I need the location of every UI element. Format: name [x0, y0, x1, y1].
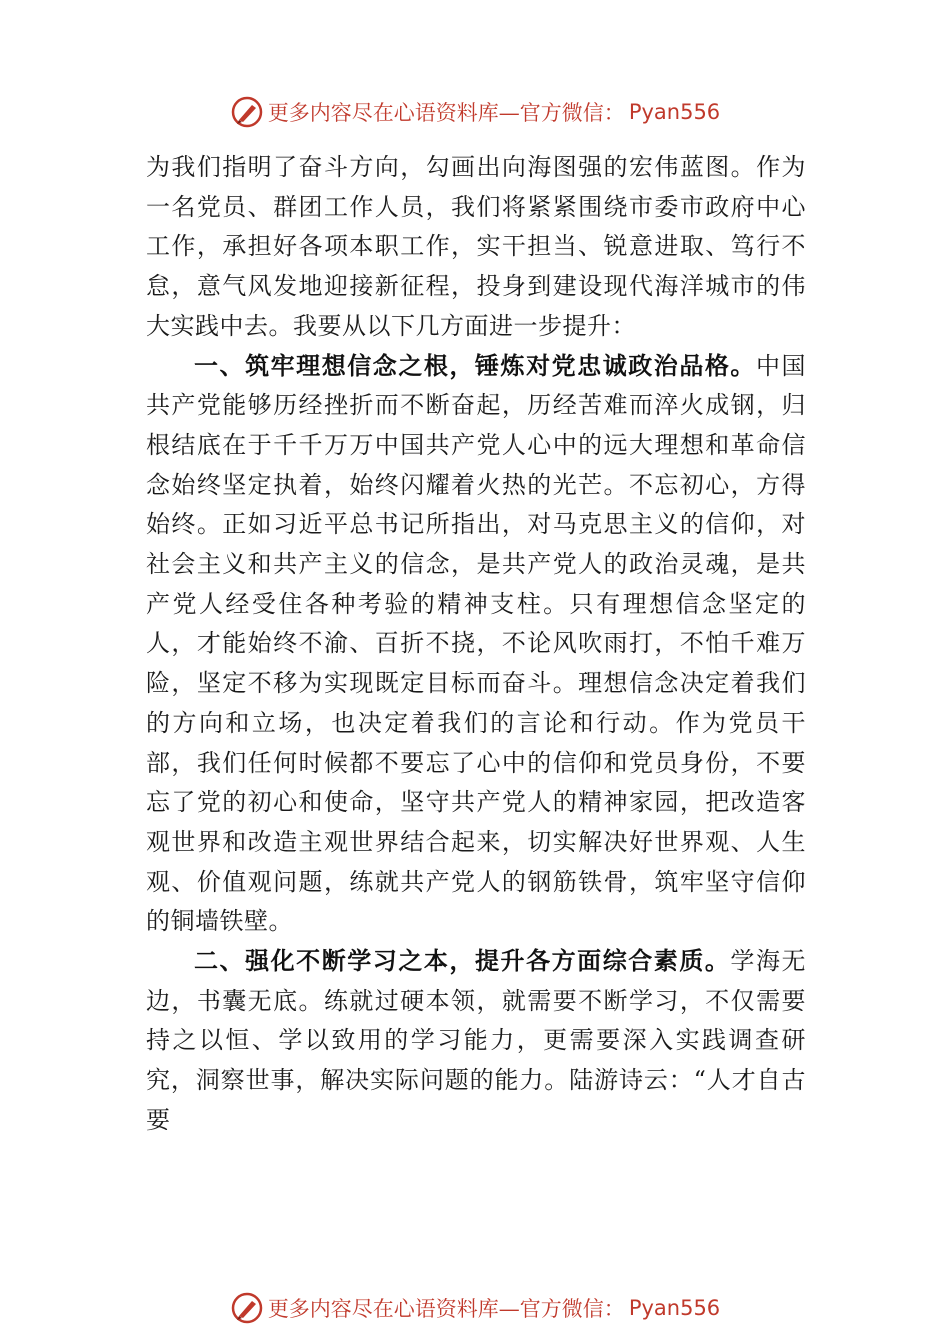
section-2-heading: 二、强化不断学习之本，提升各方面综合素质。: [194, 947, 731, 976]
section-1-text: 中国共产党能够历经挫折而不断奋起，历经苦难而淬火成钢，归根结底在于千千万万中国共产党人心中的远大理想和革命信念始终坚定执着，始终闪耀着火热的光芒。不忘初心，方得始终。正如习近平总书记所指出，对马克思主义的信仰，对社会主义和共产主义的信念，是共产党人的政治灵魂，是共产党人经受住各种考验的精神支柱。只有理想信念坚定的人，才能始终不渝、百折不挠，不论风吹雨打，不怕千难万险，坚定不移为实现既定目标而奋斗。理想信念决定着我们的方向和立场，也决定着我们的言论和行动。作为党员干部，我们任何时候都不要忘了心中的信仰和党员身份，不要忘了党的初心和使命，坚守共产党人的精神家园，把改造客观世界和改造主观世界结合起来，切实解决好世界观、人生观、价值观问题，练就共产党人的钢筋铁骨，筑牢坚守信仰的铜墙铁壁。: [146, 351, 807, 936]
pen-logo-icon: [230, 95, 264, 129]
wechat-handle: Pyan556: [628, 1296, 721, 1320]
section-2-text: 学海无边，书囊无底。练就过硬本领，就需要不断学习，不仅需要持之以恒、学以致用的学习能力，更需要深入实践调查研究，洞察世事，解决实际问题的能力。陆游诗云：“人才自古要: [146, 947, 807, 1134]
header-watermark-banner: [0, 92, 950, 132]
banner-text: 更多内容尽在心语资料库—官方微信：: [267, 1297, 625, 1321]
section-1-heading: 一、筑牢理想信念之根，锤炼对党忠诚政治品格。: [194, 351, 756, 380]
section-1: [146, 347, 806, 943]
wechat-handle: Pyan556: [628, 100, 721, 124]
pen-logo-icon: [230, 1291, 264, 1325]
banner-text: 更多内容尽在心语资料库—官方微信：: [267, 101, 625, 125]
footer-watermark-banner: [0, 1288, 950, 1328]
section-2: [146, 942, 806, 1141]
paragraph-intro: 为我们指明了奋斗方向，勾画出向海图强的宏伟蓝图。作为一名党员、群团工作人员，我们将紧紧围绕市委市政府中心工作，承担好各项本职工作，实干担当、锐意进取、笃行不怠，意气风发地迎接新征程，投身到建设现代海洋城市的伟大实践中去。我要从以下几方面进一步提升：: [146, 153, 806, 340]
document-body: [146, 148, 806, 1141]
